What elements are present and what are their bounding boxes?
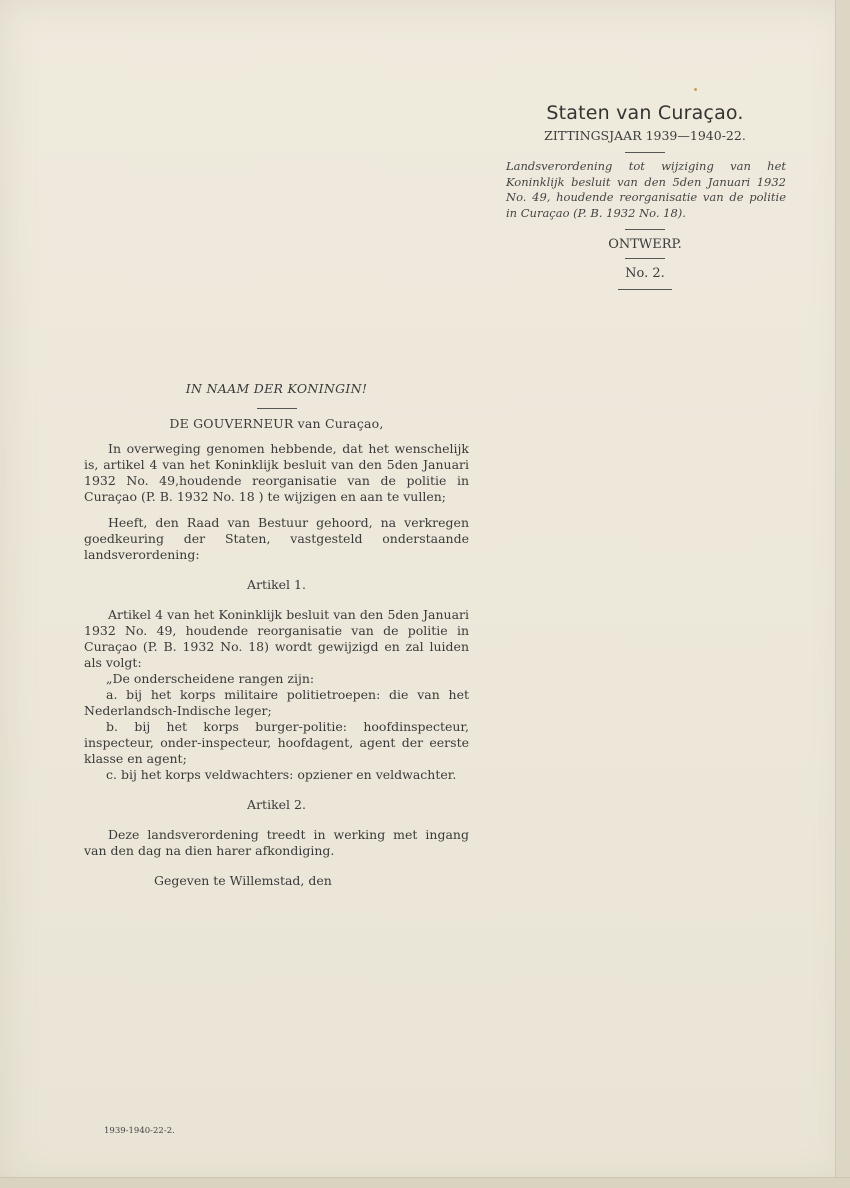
document-subject: Landsverordening tot wijziging van het Koninklijk besluit van den 5den Januari 1932 No. 49, houdende reorganisatie van de politie in Curaçao (P. B. 1932 No. 18). (506, 159, 786, 220)
authority-line: DE GOUVERNEUR van Curaçao, (169, 416, 384, 431)
preamble-considering: In overweging genomen hebbende, dat het wenschelijk is, artikel 4 van het Koninklijk besluit van den 5den Januari 1932 No. 49,houdende reorganisatie van de politie in Curaçao (P. B. 1932 No. 18 ) te wijzigen en aan te vullen; (84, 441, 469, 504)
closing-line: Gegeven te Willemstad, den (154, 873, 332, 888)
article-1-item-a: a. bij het korps militaire politietroepen: die van het Nederlandsch-Indische leger; (84, 687, 469, 718)
document-header (500, 100, 790, 290)
article-1-item-b: b. bij het korps burger-politie: hoofdinspecteur, inspecteur, onder-inspecteur, hoofdagent, agent der eerste klasse en agent; (84, 719, 469, 766)
body-divider (257, 408, 297, 409)
footer-code: 1939-1940-22-2. (104, 1126, 175, 1136)
header-divider (625, 258, 665, 259)
article-1-item-c: c. bij het korps veldwachters: opziener en veldwachter. (106, 767, 457, 782)
article-2-heading: Artikel 2. (247, 797, 306, 812)
paper-speck (694, 88, 697, 91)
article-2-text: Deze landsverordening treedt in werking met ingang van den dag na dien harer afkondiging. (84, 827, 469, 858)
article-1-intro: „De onderscheidene rangen zijn: (106, 671, 315, 686)
document-title: Staten van Curaçao. (546, 102, 744, 124)
header-divider (618, 289, 672, 290)
article-1-heading: Artikel 1. (247, 577, 306, 592)
header-divider (625, 152, 665, 153)
page-edge-bottom (0, 1177, 850, 1188)
preamble-enacting: Heeft, den Raad van Bestuur gehoord, na verkregen goedkeuring der Staten, vastgesteld onderstaande landsverordening: (84, 515, 469, 562)
document-number: No. 2. (625, 266, 665, 281)
article-1-text: Artikel 4 van het Koninklijk besluit van den 5den Januari 1932 No. 49, houdende reorganisatie van de politie in Curaçao (P. B. 1932 No. 18) wordt gewijzigd en zal luiden als volgt: (84, 607, 469, 670)
document-body (84, 380, 469, 889)
document-status: ONTWERP. (608, 237, 682, 252)
header-divider (625, 229, 665, 230)
invocation: IN NAAM DER KONINGIN! (185, 381, 368, 396)
session-year: ZITTINGSJAAR 1939—1940-22. (544, 128, 746, 143)
page-edge-right (835, 0, 850, 1188)
